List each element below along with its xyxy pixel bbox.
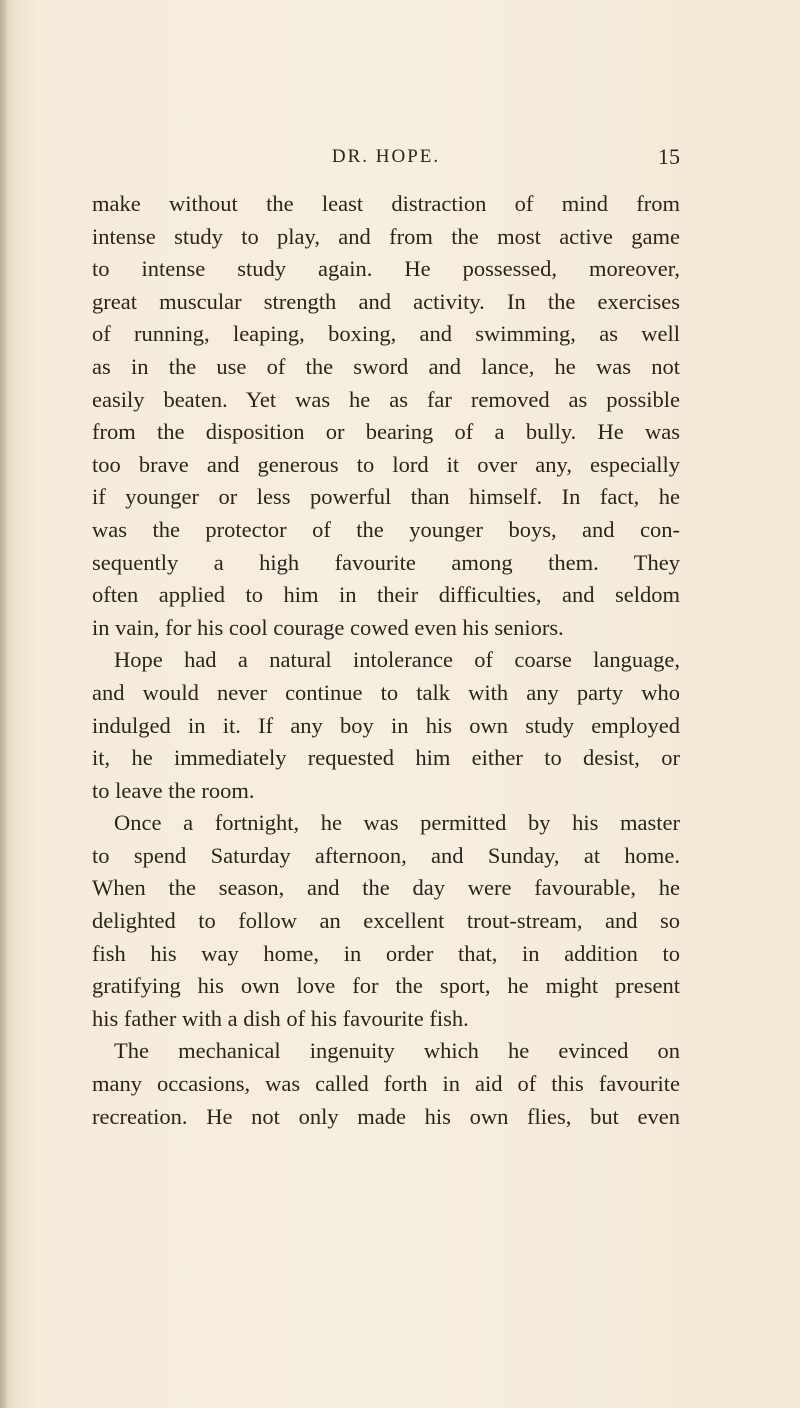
paragraph-first-line: Hope had a natural intolerance of coarse language, xyxy=(114,647,680,673)
text-line: if younger or less powerful than himself. In fact, he xyxy=(92,484,680,510)
text-line: in vain, for his cool courage cowed even his seniors. xyxy=(92,614,564,640)
page-gutter xyxy=(0,0,8,1408)
text-line: too brave and generous to lord it over any, especially xyxy=(92,451,680,477)
text-line: easily beaten. Yet was he as far removed as possible xyxy=(92,386,680,412)
text-line: indulged in it. If any boy in his own study employed xyxy=(92,712,680,738)
text-line: from the disposition or bearing of a bully. He was xyxy=(92,419,680,445)
text-line: many occasions, was called forth in aid of this favourite xyxy=(92,1071,680,1097)
text-line: intense study to play, and from the most active game xyxy=(92,223,680,249)
text-line: of running, leaping, boxing, and swimming, as well xyxy=(92,321,680,347)
text-line: sequently a high favourite among them. They xyxy=(92,549,680,575)
text-line: recreation. He not only made his own flies, but even xyxy=(92,1103,680,1129)
text-line: was the protector of the younger boys, and con- xyxy=(92,516,680,542)
text-line: often applied to him in their difficulties, and seldom xyxy=(92,582,680,608)
text-line: it, he immediately requested him either to desist, or xyxy=(92,745,680,771)
text-line: to intense study again. He possessed, moreover, xyxy=(92,256,680,282)
text-line: great muscular strength and activity. In the exercises xyxy=(92,288,680,314)
text-line: fish his way home, in order that, in addition to xyxy=(92,940,680,966)
body-text xyxy=(92,188,680,1133)
paragraph-first-line: Once a fortnight, he was permitted by his master xyxy=(114,810,680,836)
text-line: gratifying his own love for the sport, he might present xyxy=(92,973,680,999)
text-line: delighted to follow an excellent trout-stream, and so xyxy=(92,908,680,934)
text-line: to leave the room. xyxy=(92,777,255,803)
text-line: to spend Saturday afternoon, and Sunday, at home. xyxy=(92,842,680,868)
text-line: When the season, and the day were favourable, he xyxy=(92,875,680,901)
text-line: and would never continue to talk with any party who xyxy=(92,679,680,705)
paragraph-first-line: The mechanical ingenuity which he evinced on xyxy=(114,1038,680,1064)
page-header xyxy=(92,146,680,176)
page-number: 15 xyxy=(658,144,680,169)
text-line: as in the use of the sword and lance, he was not xyxy=(92,353,680,379)
text-line: make without the least distraction of mind from xyxy=(92,191,680,216)
running-head: DR. HOPE. xyxy=(331,146,441,167)
text-line: his father with a dish of his favourite fish. xyxy=(92,1005,469,1031)
